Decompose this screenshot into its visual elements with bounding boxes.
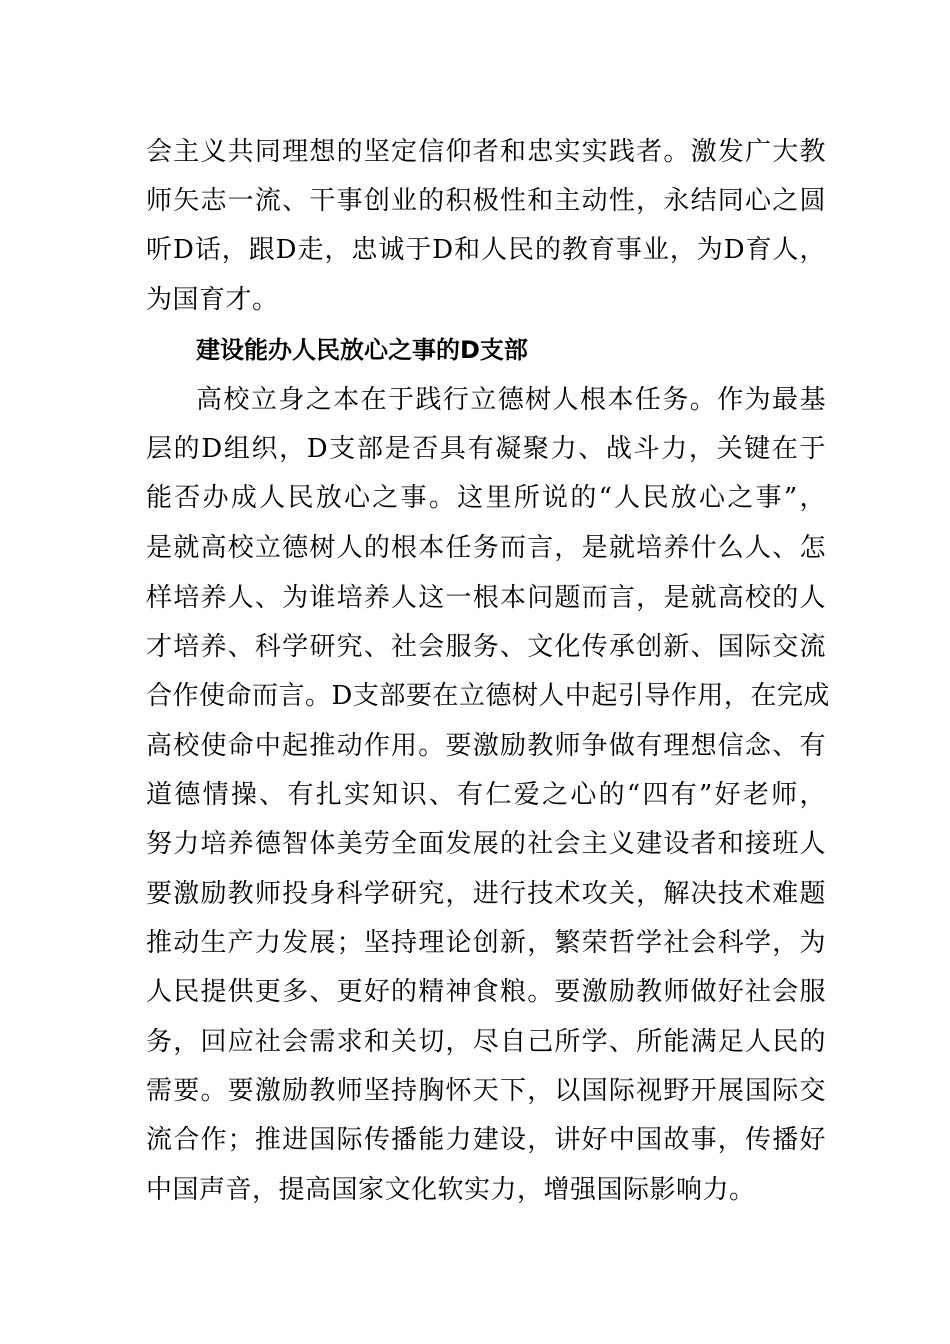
paragraph-2-line-2: 层的D组织，D支部是否具有凝聚力、战斗力，关键在于 [146,434,826,464]
paragraph-2-line-12: 推动生产力发展；坚持理论创新，繁荣哲学社会科学，为 [146,928,826,958]
paragraph-2-line-3: 能否办成人民放心之事。这里所说的“人民放心之事”， [146,483,826,513]
paragraph-2-line-17: 中国声音，提高国家文化软实力，增强国际影响力。 [146,1175,756,1205]
paragraph-2-line-8: 高校使命中起推动作用。要激励教师争做有理想信念、有 [146,731,826,761]
paragraph-2-line-4: 是就高校立德树人的根本任务而言，是就培养什么人、怎 [146,533,826,563]
section-heading: 建设能办人民放心之事的D支部 [196,336,528,364]
paragraph-1-line-1: 会主义共同理想的坚定信仰者和忠实实践者。激发广大教 [146,137,826,167]
paragraph-2-line-11: 要激励教师投身科学研究，进行技术攻关，解决技术难题 [146,879,826,909]
paragraph-2-line-5: 样培养人、为谁培养人这一根本问题而言，是就高校的人 [146,583,826,613]
paragraph-1-line-2: 师矢志一流、干事创业的积极性和主动性，永结同心之圆 [146,186,826,216]
paragraph-2-line-6: 才培养、科学研究、社会服务、文化传承创新、国际交流 [146,632,826,662]
paragraph-2-line-13: 人民提供更多、更好的精神食粮。要激励教师做好社会服 [146,977,826,1007]
paragraph-2-line-9: 道德情操、有扎实知识、有仁爱之心的“四有”好老师， [146,780,826,810]
paragraph-2-line-10: 努力培养德智体美劳全面发展的社会主义建设者和接班人 [146,829,826,859]
paragraph-2-line-16: 流合作；推进国际传播能力建设，讲好中国故事，传播好 [146,1125,826,1155]
paragraph-2-line-1: 高校立身之本在于践行立德树人根本任务。作为最基 [196,385,826,415]
paragraph-2-line-15: 需要。要激励教师坚持胸怀天下，以国际视野开展国际交 [146,1076,826,1106]
paragraph-2-line-7: 合作使命而言。D支部要在立德树人中起引导作用，在完成 [146,681,830,711]
paragraph-1-line-4: 为国育才。 [146,285,279,315]
paragraph-2-line-14: 务，回应社会需求和关切，尽自己所学、所能满足人民的 [146,1027,826,1057]
paragraph-1-line-3: 听D话，跟D走，忠诚于D和人民的教育事业，为D育人， [146,235,826,265]
